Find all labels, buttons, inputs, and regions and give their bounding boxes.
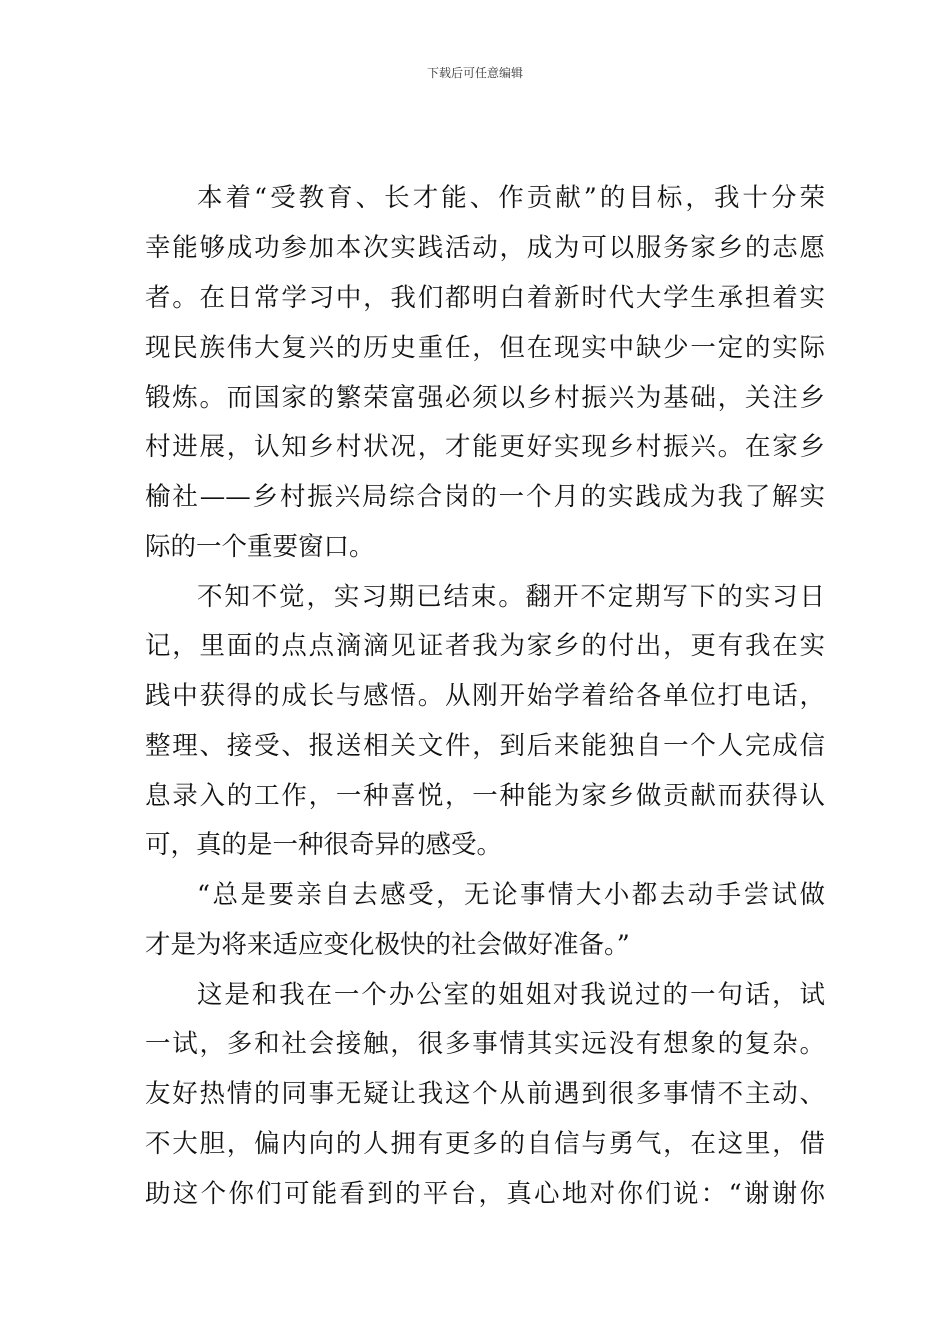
text-line: 锻炼。而国家的繁荣富强必须以乡村振兴为基础，关注乡 [145,383,825,413]
text-line: 者。在日常学习中，我们都明白着新时代大学生承担着实 [145,283,825,313]
text-line: 可，真的是一种很奇异的感受。 [145,830,503,860]
text-line: 才是为将来适应变化极快的社会做好准备。” [145,930,630,960]
text-line: 不知不觉，实习期已结束。翻开不定期写下的实习日 [197,582,825,612]
page-header: 下载后可任意编辑 [426,66,523,80]
text-line: 息录入的工作，一种喜悦，一种能为家乡做贡献而获得认 [145,781,825,811]
text-line: 记，里面的点点滴滴见证者我为家乡的付出，更有我在实 [145,631,825,661]
text-line: 现民族伟大复兴的历史重任，但在现实中缺少一定的实际 [145,333,825,363]
text-line: 整理、接受、报送相关文件，到后来能独自一个人完成信 [145,731,825,761]
text-line: 幸能够成功参加本次实践活动，成为可以服务家乡的志愿 [145,233,825,263]
text-line: 一试，多和社会接触，很多事情其实远没有想象的复杂。 [145,1029,825,1059]
text-line: 不大胆，偏内向的人拥有更多的自信与勇气，在这里，借 [145,1129,825,1159]
text-line: 践中获得的成长与感悟。从刚开始学着给各单位打电话， [145,681,825,711]
text-line: 友好热情的同事无疑让我这个从前遇到很多事情不主动、 [145,1079,825,1109]
text-line: 本着“受教育、长才能、作贡献”的目标，我十分荣 [197,183,825,213]
text-line: 村进展，认知乡村状况，才能更好实现乡村振兴。在家乡 [145,432,825,462]
text-line: “总是要亲自去感受，无论事情大小都去动手尝试做 [197,880,825,910]
text-line: 榆社——乡村振兴局综合岗的一个月的实践成为我了解实 [145,482,825,512]
text-line: 际的一个重要窗口。 [145,532,375,562]
text-line: 这是和我在一个办公室的姐姐对我说过的一句话，试 [197,980,825,1010]
text-line: 助这个你们可能看到的平台，真心地对你们说：“谢谢你 [145,1179,825,1209]
